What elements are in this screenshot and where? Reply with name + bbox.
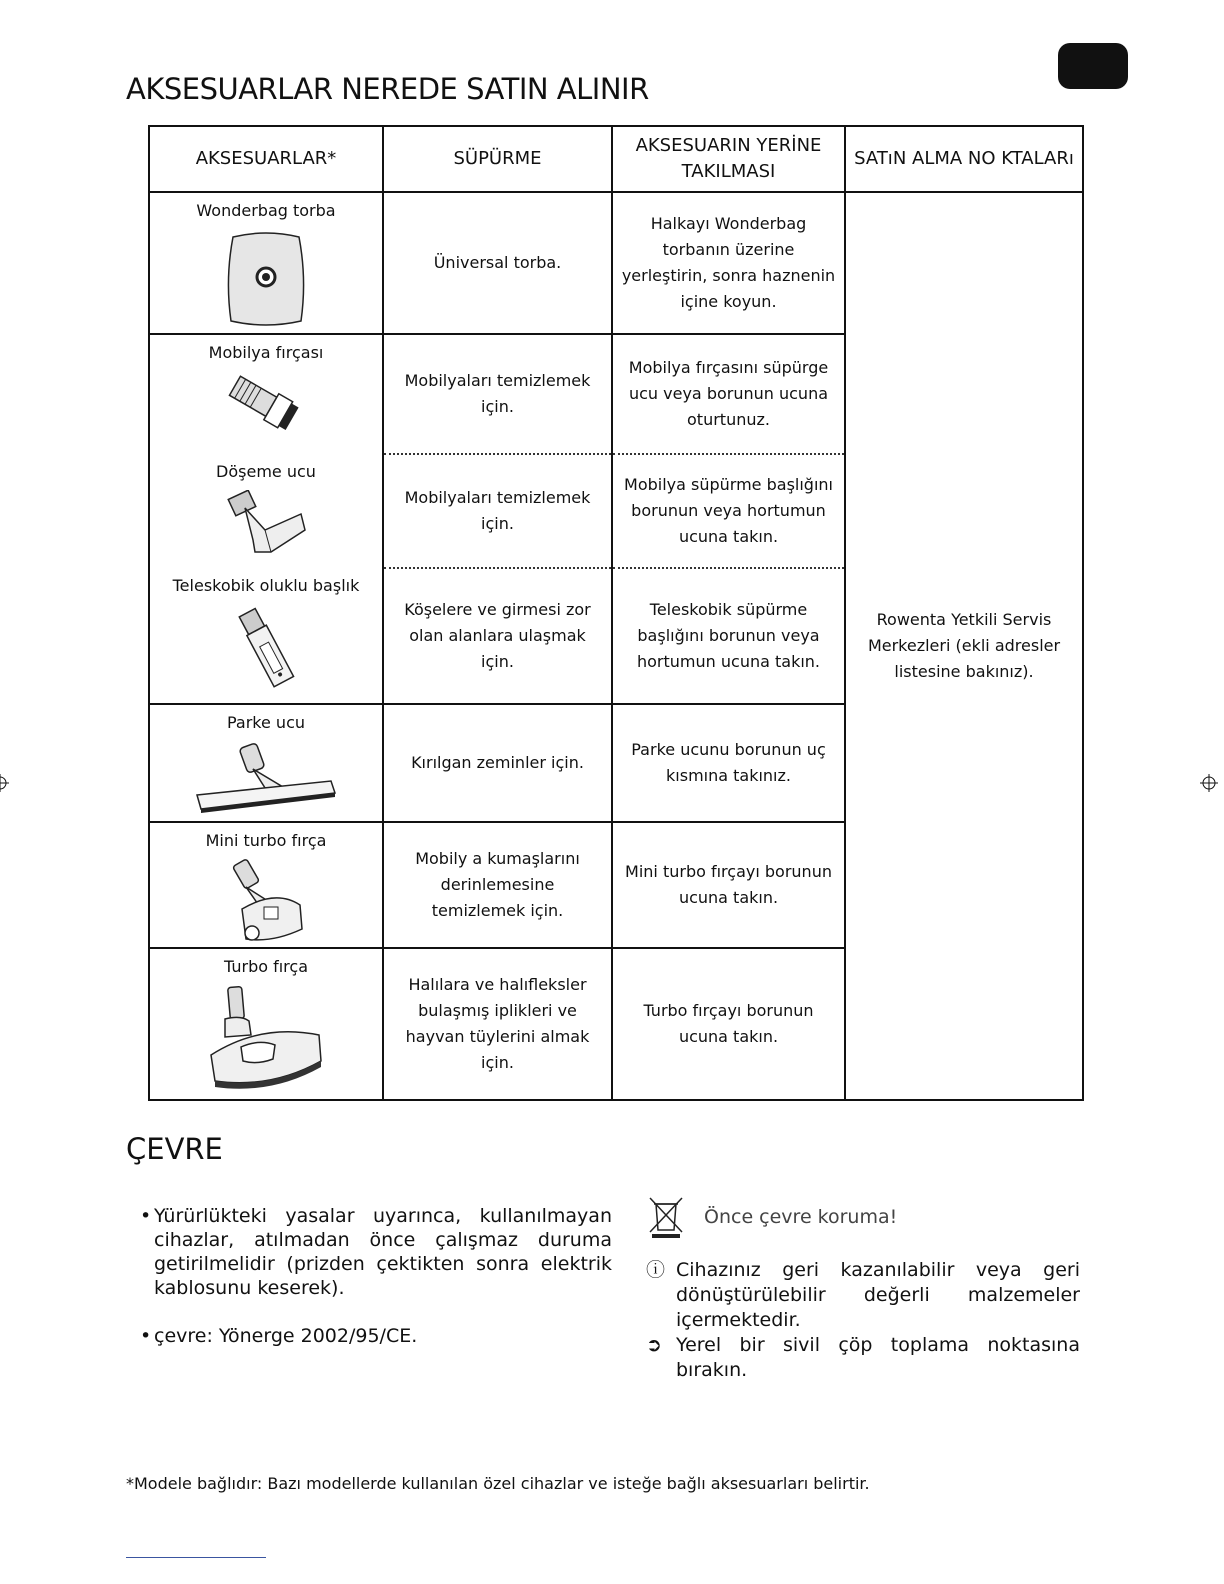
header-accessories: AKSESUARLAR*	[149, 126, 383, 192]
header-purchase: SATıN ALMA NO KTALARı	[845, 126, 1083, 192]
language-tab-marker	[1058, 43, 1128, 89]
accessory-name: Wonderbag torba	[196, 201, 336, 220]
accessory-cell	[149, 568, 383, 704]
page-title: AKSESUARLAR NEREDE SATIN ALINIR	[126, 72, 649, 106]
crossed-bin-icon	[646, 1196, 686, 1238]
accessory-cell	[149, 704, 383, 822]
table-row	[149, 192, 1083, 334]
mini-turbo-brush-icon	[216, 859, 316, 947]
use-cell: Mobily a kumaşlarını derinlemesine temizlemek için.	[383, 822, 612, 948]
bottom-rule	[126, 1557, 266, 1558]
accessories-table	[148, 125, 1084, 1101]
purchase-cell: Rowenta Yetkili Servis Merkezleri (ekli adresler listesine bakınız).	[845, 192, 1083, 1100]
accessory-cell	[149, 192, 383, 334]
footnote: *Modele bağlıdır: Bazı modellerde kullanılan özel cihazlar ve isteğe bağlı aksesuarları belirtir.	[126, 1474, 870, 1493]
header-fitting: AKSESUARIN YERİNE TAKILMASI	[612, 126, 845, 192]
use-cell: Halılara ve halıfleksler bulaşmış iplikleri ve hayvan tüylerini almak için.	[383, 948, 612, 1100]
use-cell: Mobilyaları temizlemek için.	[383, 454, 612, 568]
bullet-icon: •	[140, 1325, 152, 1347]
fit-cell: Mobilya süpürme başlığını borunun veya hortumun ucuna takın.	[612, 454, 845, 568]
list-item	[140, 1324, 612, 1348]
bullet-icon: •	[140, 1205, 152, 1227]
fit-cell: Halkayı Wonderbag torbanın üzerine yerleştirin, sonra haznenin içine koyun.	[612, 192, 845, 334]
fit-cell: Mini turbo fırçayı borunun ucuna takın.	[612, 822, 845, 948]
crop-mark-right	[1200, 774, 1218, 792]
fit-cell: Teleskobik süpürme başlığını borunun veya hortumun ucuna takın.	[612, 568, 845, 704]
accessory-cell	[149, 334, 383, 454]
info-text: Cihazınız geri kazanılabilir veya geri dönüştürülebilir değerli malzemeler içermektedir.	[676, 1259, 1080, 1331]
accessory-cell	[149, 822, 383, 948]
crevice-tool-icon	[221, 604, 311, 692]
use-cell: Kırılgan zeminler için.	[383, 704, 612, 822]
accessory-cell	[149, 948, 383, 1100]
list-item	[140, 1204, 612, 1300]
header-vacuuming: SÜPÜRME	[383, 126, 612, 192]
accessory-name: Döşeme ucu	[216, 462, 316, 481]
info-icon: ⓘ	[646, 1259, 666, 1281]
environment-notes	[646, 1196, 1080, 1383]
use-cell: Üniversal torba.	[383, 192, 612, 334]
arrow-text: Yerel bir sivil çöp toplama noktasına bırakın.	[676, 1334, 1080, 1381]
bullet-text: çevre: Yönerge 2002/95/CE.	[154, 1325, 418, 1347]
fit-cell: Turbo fırçayı borunun ucuna takın.	[612, 948, 845, 1100]
accessory-name: Teleskobik oluklu başlık	[172, 576, 360, 595]
fit-cell: Mobilya fırçasını süpürge ucu veya borunun ucuna oturtunuz.	[612, 334, 845, 454]
eco-heading: Önce çevre koruma!	[704, 1205, 898, 1228]
accessory-name: Mini turbo fırça	[205, 831, 327, 850]
section-title: ÇEVRE	[126, 1132, 223, 1166]
arrow-right-icon: ➲	[646, 1334, 662, 1356]
furniture-brush-icon	[221, 371, 311, 441]
bag-icon	[221, 229, 311, 329]
environment-bullet-list	[140, 1204, 612, 1372]
arrow-row	[646, 1333, 1080, 1383]
table-header-row	[149, 126, 1083, 192]
accessory-name: Turbo fırça	[224, 957, 308, 976]
accessory-name: Parke ucu	[226, 713, 305, 732]
turbo-brush-icon	[201, 985, 331, 1097]
accessory-cell	[149, 454, 383, 568]
accessory-name: Mobilya fırçası	[208, 343, 324, 362]
use-cell: Köşelere ve girmesi zor olan alanlara ulaşmak için.	[383, 568, 612, 704]
eco-heading-row	[646, 1196, 1080, 1238]
info-row	[646, 1258, 1080, 1333]
upholstery-nozzle-icon	[221, 490, 311, 560]
use-cell: Mobilyaları temizlemek için.	[383, 334, 612, 454]
parquet-nozzle-icon	[191, 741, 341, 819]
crop-mark-left	[0, 774, 9, 792]
fit-cell: Parke ucunu borunun uç kısmına takınız.	[612, 704, 845, 822]
bullet-text: Yürürlükteki yasalar uyarınca, kullanılmayan cihazlar, atılmadan önce çalışmaz duruma getirilmelidir (prizden çektikten sonra elektrik kablosunu keserek).	[154, 1205, 612, 1299]
